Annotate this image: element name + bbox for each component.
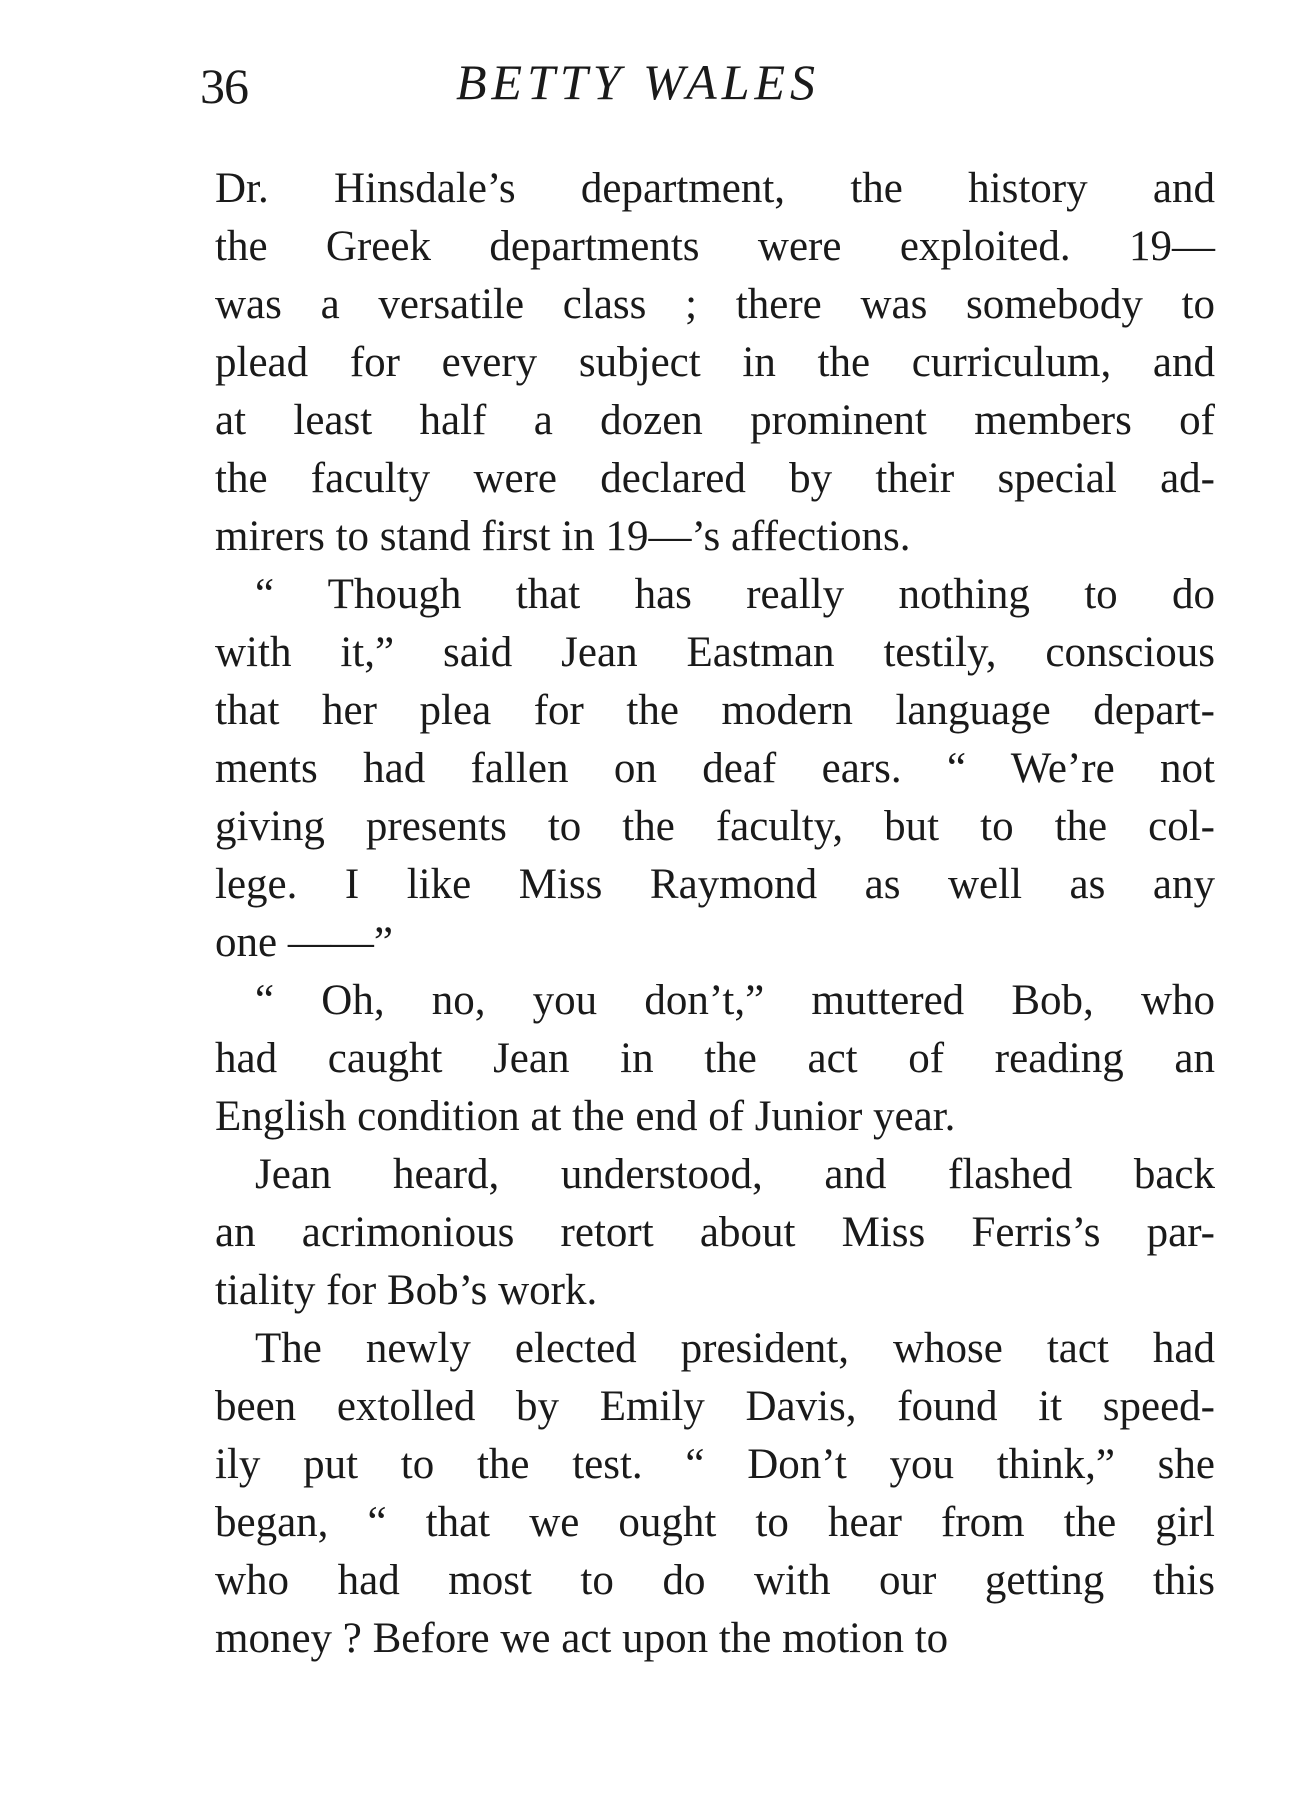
text-line: the Greek departments were exploited. 19— <box>215 223 1215 270</box>
paragraph <box>215 1320 1215 1668</box>
text-line: the faculty were declared by their special ad- <box>215 455 1215 502</box>
text-line: “ Oh, no, you don’t,” muttered Bob, who <box>255 977 1215 1024</box>
text-line: that her plea for the modern language depart- <box>215 687 1215 734</box>
paragraph <box>215 1146 1215 1320</box>
paragraph <box>215 566 1215 972</box>
text-line: an acrimonious retort about Miss Ferris’s par- <box>215 1209 1215 1256</box>
page-header <box>200 52 1000 122</box>
text-line: Dr. Hinsdale’s department, the history and <box>215 165 1215 212</box>
body-text <box>215 160 1215 1668</box>
text-line: been extolled by Emily Davis, found it speed- <box>215 1383 1215 1430</box>
text-line: one ——” <box>215 919 393 966</box>
text-line: with it,” said Jean Eastman testily, conscious <box>215 629 1215 676</box>
text-line: “ Though that has really nothing to do <box>255 571 1215 618</box>
text-line: The newly elected president, whose tact had <box>255 1325 1215 1372</box>
text-line: tiality for Bob’s work. <box>215 1267 598 1314</box>
text-line: mirers to stand first in 19—’s affections. <box>215 513 911 560</box>
text-line: at least half a dozen prominent members of <box>215 397 1215 444</box>
text-line: was a versatile class ; there was somebody to <box>215 281 1215 328</box>
paragraph <box>215 160 1215 566</box>
text-line: who had most to do with our getting this <box>215 1557 1215 1604</box>
text-line: English condition at the end of Junior year. <box>215 1093 956 1140</box>
text-line: plead for every subject in the curriculum, and <box>215 339 1215 386</box>
paragraph <box>215 972 1215 1146</box>
running-title: BETTY WALES <box>456 54 821 110</box>
text-line: lege. I like Miss Raymond as well as any <box>215 861 1215 908</box>
text-line: money ? Before we act upon the motion to <box>215 1615 949 1662</box>
text-line: ily put to the test. “ Don’t you think,” she <box>215 1441 1215 1488</box>
text-line: ments had fallen on deaf ears. “ We’re not <box>215 745 1215 792</box>
text-line: began, “ that we ought to hear from the girl <box>215 1499 1215 1546</box>
page-number: 36 <box>200 58 248 114</box>
text-line: Jean heard, understood, and flashed back <box>255 1151 1215 1198</box>
text-line: had caught Jean in the act of reading an <box>215 1035 1215 1082</box>
text-line: giving presents to the faculty, but to the col- <box>215 803 1215 850</box>
